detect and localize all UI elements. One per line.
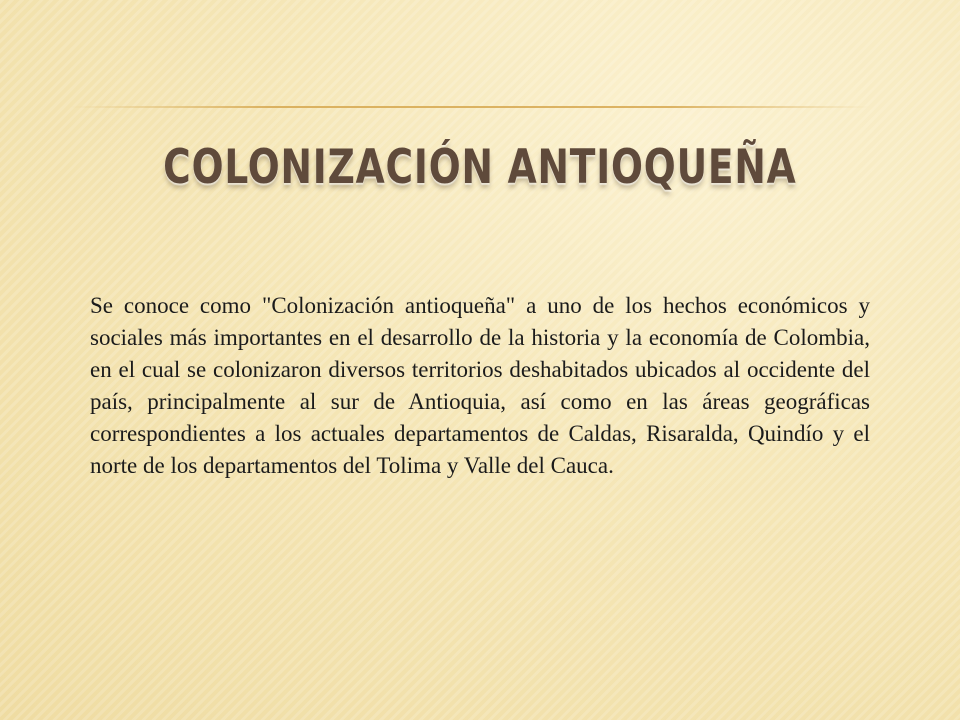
- paragraph-lead: Se conoce como ": [90, 293, 272, 318]
- paragraph-rest: " a uno de los hechos económicos y sociales más importantes en el desarrollo de la historia y la economía de Colombia, en el cual se colonizaron diversos territorios deshabitados ubicados al occidente del país, principalmente al sur de Antioquia, así como en las áreas geográficas correspondientes a los actuales departamentos de Caldas, Risaralda, Quindío y el norte de los departamentos del Tolima y Valle del Cauca.: [90, 293, 870, 478]
- top-divider: [70, 106, 870, 108]
- slide-title: COLONIZACIÓN ANTIOQUEÑA: [163, 140, 797, 195]
- paragraph-term: Colonización antioqueña: [271, 293, 506, 318]
- title-container: [0, 140, 960, 195]
- body-paragraph: [90, 290, 870, 482]
